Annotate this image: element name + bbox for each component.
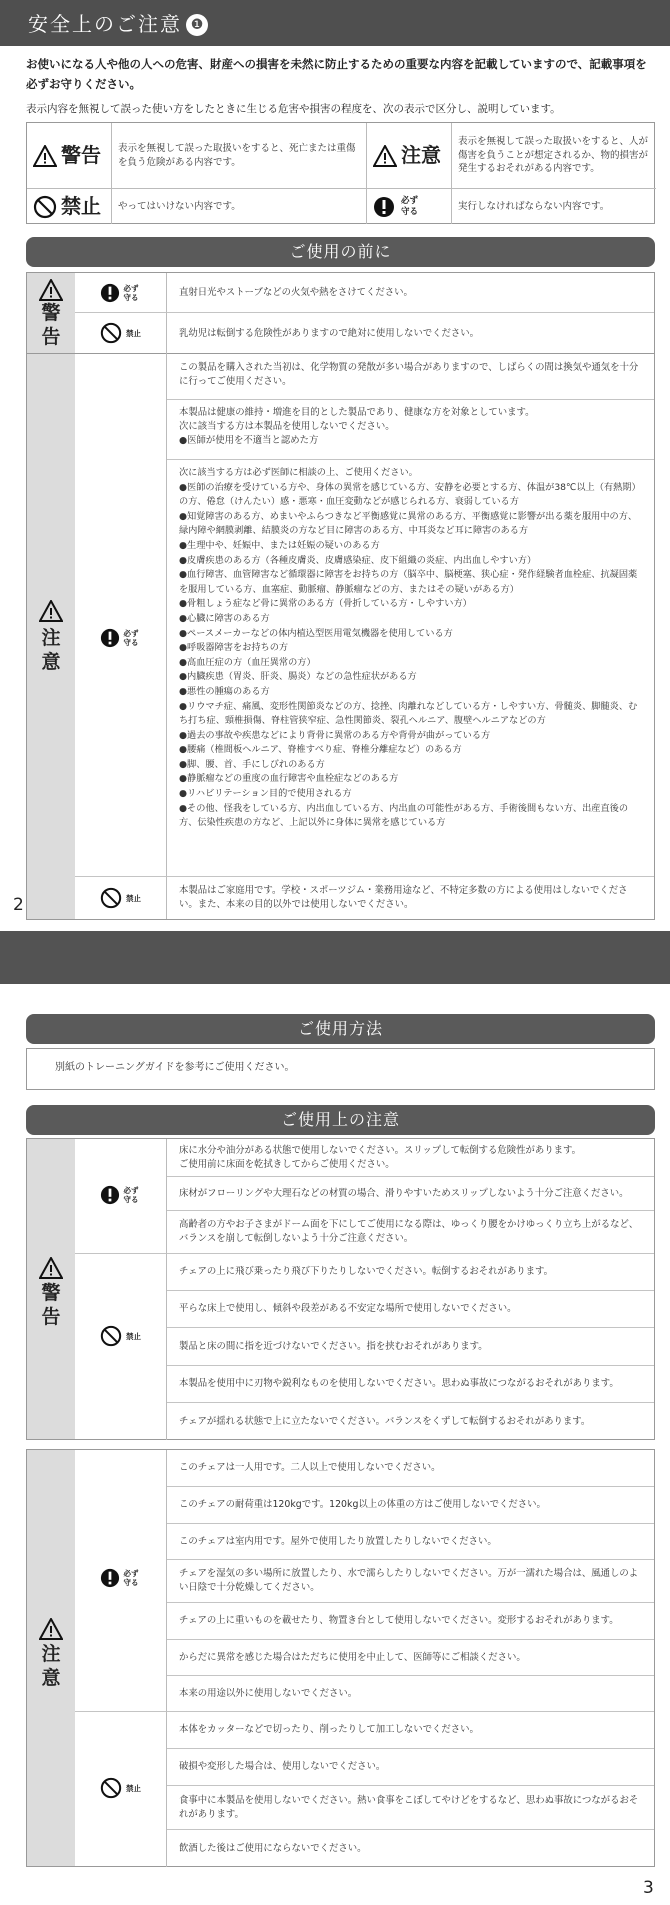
warning-row: チェアが揺れる状態で上に立たないでください。バランスをくずして転倒するおそれがあります。 [179, 1415, 591, 1427]
must-follow-icon [100, 628, 120, 648]
must-label: 必ず守る [123, 1186, 139, 1204]
intro-bold: お使いになる人や他の人への危害、財産への損害を未然に防止するための重要な内容を記載していますので、記載事項を必ずお守りください。 [26, 57, 647, 91]
legend-must-desc: 実行しなければならない内容です。 [458, 200, 610, 212]
must-cell [75, 273, 167, 313]
legend-must [367, 189, 452, 224]
warning-row: 平らな床上で使用し、傾斜や段差がある不安定な場所で使用しないでください。 [167, 1291, 654, 1328]
warning-triangle-icon [39, 279, 63, 301]
prohibit-icon-group [75, 322, 166, 344]
caution-row: からだに異常を感じた場合はただちに使用を中止して、医師等にご相談ください。 [167, 1640, 654, 1676]
section-header-before-use: ご使用の前に [26, 237, 655, 267]
title-number: ❶ [186, 14, 208, 36]
caution-row: このチェアの耐荷重は120kgです。120kg以上の体重の方はご使用しないでください。 [167, 1487, 654, 1524]
must-icon-group [75, 1185, 166, 1205]
legend-caution-label: 注意 [401, 143, 441, 167]
caution-row: チェアの上に重いものを載せたり、物置き台として使用しないでください。変形するおそれがあります。 [167, 1603, 654, 1640]
warning-row: 本製品を使用中に刃物や鋭利なものを使用しないでください。思わぬ事故につながるおそれがあります。 [167, 1366, 654, 1403]
caution-row: 本製品は健康の維持・増進を目的とした製品であり、健康な方を対象としています。 次に該当する方は本製品を使用しないでください。 ●医師が使用を不適当と認めた方 [167, 400, 654, 460]
warning-word: 警告 [41, 302, 61, 348]
warning-word: 警告 [41, 1282, 61, 1328]
before-use-warning-table [26, 272, 655, 354]
intro-note: 表示内容を無視して誤った使い方をしたときに生じる危害や損害の程度を、次の表示で区分し、説明しています。 [26, 103, 561, 115]
prohibit-icon [100, 1325, 122, 1347]
must-label: 必ず守る [123, 284, 139, 302]
must-label: 必ず守る [123, 1569, 139, 1587]
must-follow-icon [373, 196, 395, 218]
prohibit-label: 禁止 [126, 893, 141, 903]
prohibit-label: 禁止 [126, 1783, 141, 1793]
prohibit-icon [100, 1777, 122, 1799]
page-title-bar [0, 0, 670, 46]
prohibit-cell [75, 1254, 167, 1440]
warning-row: 製品と床の間に指を近づけないでください。指を挟むおそれがあります。 [167, 1328, 654, 1366]
prohibit-label: 禁止 [126, 328, 141, 338]
must-icon-group [75, 283, 166, 303]
caution-row: 食事中に本製品を使用しないでください。熱い食事をこぼしてやけどをするなど、思わぬ事故につながるおそれがあります。 [167, 1786, 654, 1830]
warning-triangle-icon [33, 145, 57, 167]
section-header-how-to-use: ご使用方法 [26, 1014, 655, 1044]
legend-table [26, 122, 655, 224]
warning-row: 乳幼児は転倒する危険性がありますので絶対に使用しないでください。 [179, 327, 480, 339]
caution-word: 注意 [41, 627, 61, 673]
caution-row: 本来の用途以外に使用しないでください。 [167, 1676, 654, 1712]
must-cell [75, 354, 167, 877]
caution-row: 破損や変形した場合は、使用しないでください。 [167, 1749, 654, 1786]
must-cell [75, 1139, 167, 1254]
must-icon-group [75, 1568, 166, 1588]
prohibit-icon-group [75, 1325, 166, 1347]
section-header-usage-notes: ご使用上の注意 [26, 1105, 655, 1135]
warning-row: 直射日光やストーブなどの火気や熱をさけてください。 [167, 273, 654, 313]
before-use-caution-table [26, 354, 655, 920]
legend-prohibit-label: 禁止 [61, 194, 101, 218]
page-title: 安全上のご注意 [28, 12, 182, 36]
legend-prohibit [27, 189, 112, 224]
caution-row: 本製品はご家庭用です。学校・スポーツジム・業務用途など、不特定多数の方による使用はしないでください。また、本来の目的以外では使用しないでください。 [179, 885, 628, 910]
how-to-use-text: 別紙のトレーニングガイドを参考にご使用ください。 [26, 1048, 655, 1090]
page-divider [0, 931, 670, 984]
legend-must-label: 必ず守る [401, 195, 419, 217]
prohibit-cell [75, 313, 167, 354]
prohibit-icon-group [75, 887, 166, 909]
warning-row: チェアの上に飛び乗ったり飛び下りたりしないでください。転倒するおそれがあります。 [167, 1254, 654, 1291]
must-follow-icon [100, 283, 120, 303]
must-cell [75, 1450, 167, 1712]
warning-triangle-icon [39, 1618, 63, 1640]
caution-row: 飲酒した後はご使用にならないでください。 [179, 1842, 367, 1854]
must-label: 必ず守る [123, 629, 139, 647]
page-number: 2 [13, 895, 24, 915]
warning-row: 床に水分や油分がある状態で使用しないでください。スリップして転倒する危険性があります。 ご使用前に床面を乾拭きしてからご使用ください。 [167, 1139, 654, 1177]
warning-row: 床材がフローリングや大理石などの材質の場合、滑りやすいためスリップしないよう十分ご注意ください。 [167, 1177, 654, 1211]
prohibit-icon [100, 322, 122, 344]
caution-word: 注意 [41, 1643, 61, 1689]
legend-prohibit-desc: やってはいけない内容です。 [112, 189, 367, 224]
prohibit-cell [75, 1712, 167, 1867]
legend-caution [367, 123, 452, 189]
caution-row: 次に該当する方は必ず医師に相談の上、ご使用ください。 ●医師の治療を受けている方や、身体の異常を感じている方、安静を必要とする方、体温が38℃以上（有熱期）の方、倦怠（けんたい）感・悪寒・血圧変動などが感じられる方、衰弱している方 ●知覚障害のある方、めまいやふらつきなど平衡感覚に異常のある方、平衡感覚に影響が出る薬を服用中の方、緑内障や網膜剥離、結膜炎の方など目に障害のある方、中耳炎など耳に障害のある方 ●生理中や、妊娠中、または妊娠の疑いのある方 ●皮膚疾患のある方（各種皮膚炎、皮膚感染症、皮下組織の炎症、内出血しやすい方） ●血行障害、血管障害など循環器に障害をお持ちの方（脳卒中、脳梗塞、狭心症・発作経験者血栓症、抗凝固薬を服用している方、血塞症、動脈瘤、静脈瘤などの方、またはその疑いがある方） ●骨粗しょう症など骨に異常のある方（骨折している方・しやすい方） ●心臓に障害のある方 ●ペースメーカーなどの体内植込型医用電気機器を使用している方 ●呼吸器障害をお持ちの方 ●高血圧症の方（血圧異常の方） ●内臓疾患（胃炎、肝炎、腸炎）などの急性症状がある方 ●悪性の腫瘍のある方 ●リウマチ症、痛風、変形性関節炎などの方、捻挫、肉離れなどしている方・しやすい方、骨髄炎、脚髄炎、むち打ち症、頸椎損傷、脊柱管狭窄症、急性関節炎、裂孔ヘルニア、腹壁ヘルニアなどの方 ●過去の事故や疾患などにより背骨に異常のある方や背骨が曲がっている方 ●腰痛（椎間板ヘルニア、脊椎すべり症、脊椎分離症など）のある方 ●脚、腰、首、手にしびれのある方 ●静脈瘤などの重度の血行障害や血栓症などのある方 ●リハビリテーション目的で使用される方 ●その他、怪我をしている方、内出血している方、内出血の可能性がある方、手術後間もない方、出産直後の方、伝染性疾患の方など、上記以外に身体に異常を感じている方 [167, 460, 654, 877]
prohibit-icon-group [75, 1777, 166, 1799]
warning-row: 高齢者の方やお子さまがドーム面を下にしてご使用になる際は、ゆっくり腰をかけゆっくり立ち上がるなど、バランスを崩して転倒しないよう十分ご注意ください。 [167, 1211, 654, 1254]
caution-row: この製品を購入された当初は、化学物質の発散が多い場合がありますので、しばらくの間は換気や通気を十分に行ってご使用ください。 [167, 354, 654, 400]
warning-triangle-icon [373, 145, 397, 167]
prohibit-icon [33, 195, 57, 219]
warning-triangle-icon [39, 600, 63, 622]
must-follow-icon [100, 1568, 120, 1588]
must-icon-group [75, 628, 166, 648]
must-follow-icon [100, 1185, 120, 1205]
usage-warning-table [26, 1138, 655, 1440]
page-2 [0, 0, 670, 931]
prohibit-cell [75, 877, 167, 919]
caution-row: 本体をカッターなどで切ったり、削ったりして加工しないでください。 [167, 1712, 654, 1749]
caution-row: このチェアは一人用です。二人以上で使用しないでください。 [167, 1450, 654, 1487]
warning-triangle-icon [39, 1257, 63, 1279]
prohibit-icon [100, 887, 122, 909]
legend-warning [27, 123, 112, 189]
legend-caution-desc: 表示を無視して誤った取扱いをすると、人が傷害を負うことが想定されるか、物的損害が発生するおそれがある内容です。 [452, 123, 656, 189]
caution-row: このチェアは室内用です。屋外で使用したり放置したりしないでください。 [167, 1524, 654, 1560]
legend-warning-desc: 表示を無視して誤った取扱いをすると、死亡または重傷を負う危険がある内容です。 [112, 123, 367, 189]
legend-warning-label: 警告 [61, 143, 101, 167]
page-number: 3 [643, 1878, 654, 1898]
page-3 [0, 984, 670, 1905]
caution-row: チェアを湿気の多い場所に放置したり、水で濡らしたりしないでください。万が一濡れた場合は、風通しのよい日陰で十分乾燥してください。 [167, 1560, 654, 1603]
prohibit-label: 禁止 [126, 1331, 141, 1341]
usage-caution-table [26, 1449, 655, 1867]
